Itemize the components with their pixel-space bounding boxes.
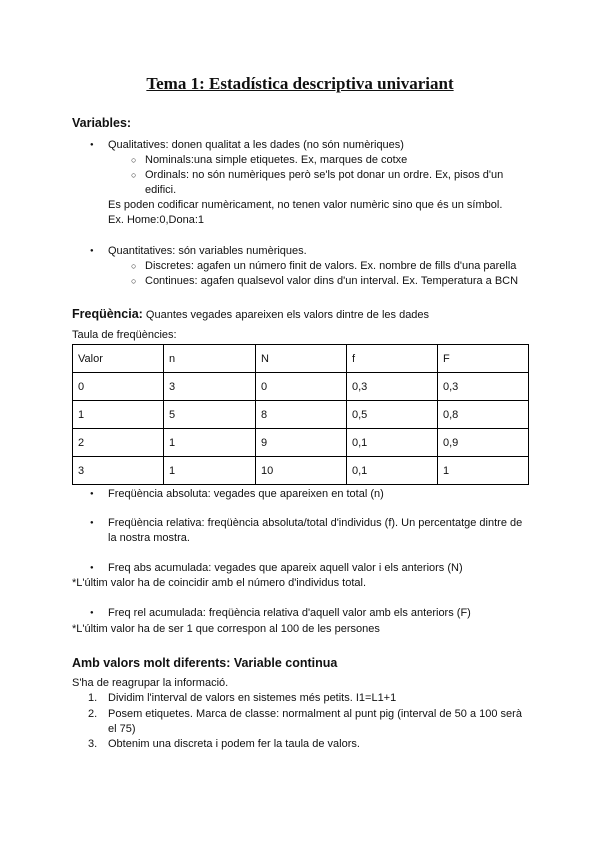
list-item: ● Freqüència absoluta: vegades que apareixen en total (n)	[108, 487, 384, 502]
item-number: 1.	[88, 692, 98, 704]
table-cell: 3	[164, 373, 256, 401]
item-text: Posem etiquetes. Marca de classe: normalment al punt pig (interval de 50 a 100 serà	[108, 708, 522, 720]
table-row	[73, 429, 529, 457]
list-item: ● Freq rel acumulada: freqüència relativa d'aquell valor amb els anteriors (F)	[108, 606, 471, 621]
item-number: 3.	[88, 738, 98, 750]
table-cell: 0	[73, 373, 164, 401]
table-cell: 0,5	[347, 401, 438, 429]
paragraph: S'ha de reagrupar la informació.	[72, 677, 229, 689]
table-cell: 9	[256, 429, 347, 457]
numbered-item-continuation	[108, 722, 136, 737]
table-cell: 0	[256, 373, 347, 401]
frequencia-line	[72, 307, 429, 323]
numbered-item	[88, 707, 522, 722]
table-cell: 0,8	[438, 401, 529, 429]
item-text: Obtenim una discreta i podem fer la taula de valors.	[108, 738, 360, 750]
frequency-table	[72, 344, 529, 485]
list-item: ○ Nominals:una simple etiquetes. Ex, marques de cotxe	[145, 153, 407, 168]
paragraph: Es poden codificar numèricament, no tenen valor numèric sino que és un símbol.	[108, 199, 503, 211]
table-cell: 0,3	[438, 373, 529, 401]
frequencia-description: Quantes vegades apareixen els valors dintre de les dades	[145, 309, 430, 321]
table-header-cell: N	[256, 345, 347, 373]
continua-heading: Amb valors molt diferents: Variable continua	[72, 656, 338, 670]
variables-heading: Variables:	[72, 116, 132, 130]
table-cell: 0,3	[347, 373, 438, 401]
note: *L'últim valor ha de coincidir amb el número d'individus total.	[72, 577, 367, 589]
list-item: ● Freqüència relativa: freqüència absoluta/total d'individus (f). Un percentatge dintre de	[108, 516, 522, 531]
list-item: ● Freq abs acumulada: vegades que apareix aquell valor i els anteriors (N)	[108, 561, 463, 576]
table-cell: 3	[73, 457, 164, 485]
table-caption: Taula de freqüències:	[72, 329, 177, 341]
item-text: el 75)	[108, 723, 136, 735]
numbered-item	[88, 737, 360, 752]
list-item-continuation: la nostra mostra.	[108, 532, 190, 544]
table-header-cell: f	[347, 345, 438, 373]
list-item: ○ Continues: agafen qualsevol valor dins d'un interval. Ex. Temperatura a BCN	[145, 274, 518, 289]
table-cell: 0,1	[347, 457, 438, 485]
table-header-cell: Valor	[73, 345, 164, 373]
list-item: ○ Discretes: agafen un número finit de valors. Ex. nombre de fills d'una parella	[145, 259, 516, 274]
table-header-row	[73, 345, 529, 373]
table-cell: 10	[256, 457, 347, 485]
numbered-item	[88, 691, 397, 706]
paragraph: Ex. Home:0,Dona:1	[108, 214, 204, 226]
item-number: 2.	[88, 708, 98, 720]
table-row	[73, 401, 529, 429]
table-cell: 1	[164, 457, 256, 485]
table-cell: 1	[164, 429, 256, 457]
item-text: Dividim l'interval de valors en sistemes més petits. I1=L1+1	[108, 692, 397, 704]
table-cell: 2	[73, 429, 164, 457]
table-cell: 8	[256, 401, 347, 429]
table-header-cell: n	[164, 345, 256, 373]
table-cell: 5	[164, 401, 256, 429]
list-item: ○ Ordinals: no són numèriques però se'ls pot donar un ordre. Ex, pisos d'un	[145, 168, 503, 183]
table-cell: 1	[438, 457, 529, 485]
list-item: ● Qualitatives: donen qualitat a les dades (no són numèriques)	[108, 138, 404, 153]
list-item-continuation: edifici.	[145, 184, 177, 196]
note: *L'últim valor ha de ser 1 que correspon al 100 de les persones	[72, 623, 380, 635]
page-title: Tema 1: Estadística descriptiva univariant	[146, 74, 454, 93]
table-cell: 0,9	[438, 429, 529, 457]
table-row	[73, 457, 529, 485]
table-header-cell: F	[438, 345, 529, 373]
list-item: ● Quantitatives: són variables numèriques.	[108, 244, 307, 259]
table-cell: 0,1	[347, 429, 438, 457]
table-row	[73, 373, 529, 401]
table-cell: 1	[73, 401, 164, 429]
frequencia-heading: Freqüència:	[72, 307, 143, 321]
